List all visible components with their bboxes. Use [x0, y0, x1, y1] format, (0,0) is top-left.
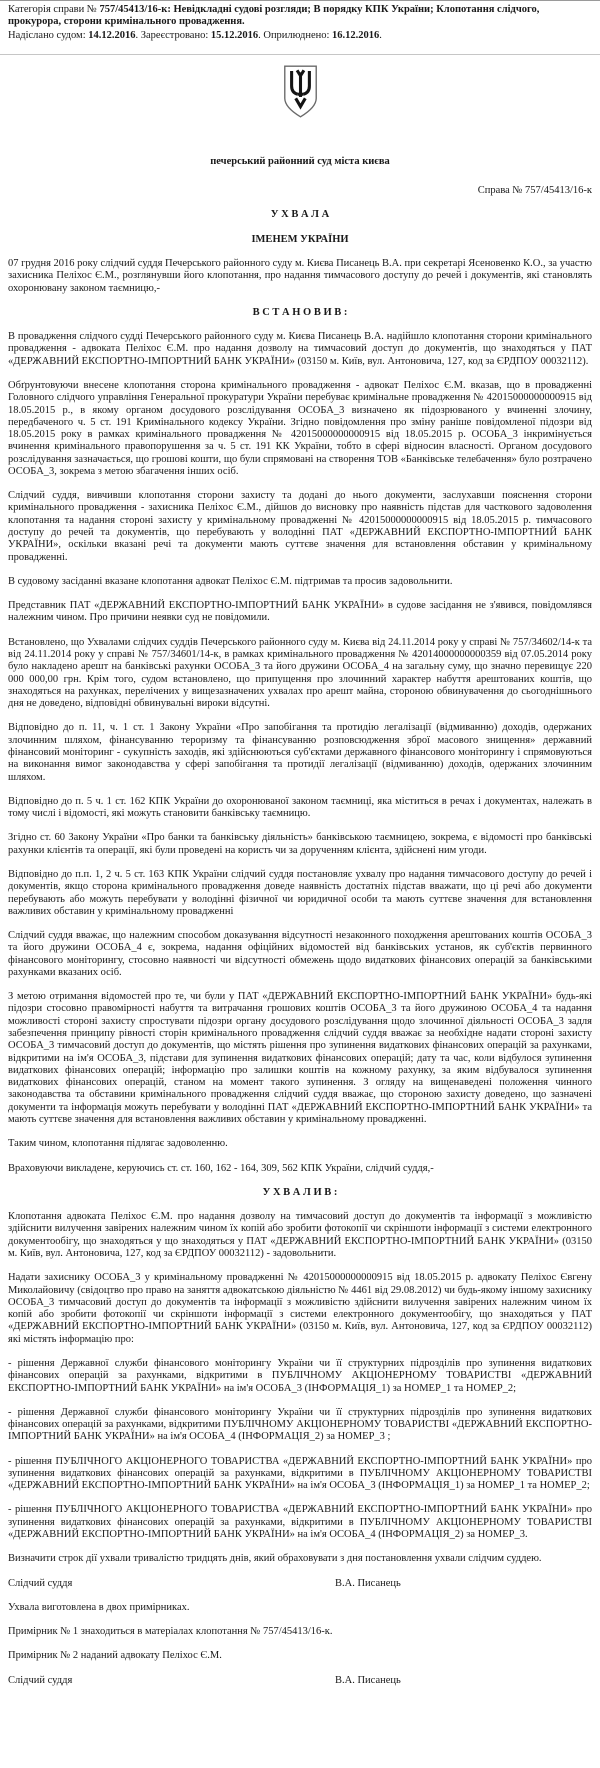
trailing-dot: . [379, 29, 382, 41]
document-meta-header [0, 1, 600, 42]
paragraph: Відповідно до п. 11, ч. 1 ст. 1 Закону України «Про запобігання та протидію легалізації (відмиванню) доходів, одержаних злочинним шляхом, фінансуванню тероризму та фінансуванню розповсюдження зброї масового знищення» державний фінансовий моніторинг - сукупність заходів, які здійснюються суб'єктами державного фінансового моніторингу і спрямовуються на виконання вимог законодавства у сфері запобігання та протидії легалізації (відмиванню) доходів, одержаних злочинним шляхом. [8, 722, 592, 783]
judge-name: В.А. Писанець [335, 1674, 401, 1686]
paragraph: Згідно ст. 60 Закону України «Про банки та банківську діяльність» банківською таємницею, зокрема, є відомості про банківські рахунки клієнтів та операції, які були проведені на користь чи за дорученням клієнта, здійснені ним угоди. [8, 832, 592, 856]
copy2-note: Примірник № 2 наданий адвокату Пеліхос Є.М. [8, 1650, 222, 1662]
paragraph: Обґрунтовуючи внесене клопотання сторона кримінального провадження - адвокат Пеліхос Є.М. вказав, що в провадженні Головного слідчого управління Генеральної прокуратури України перебуває кримінальне провадження № 42015000000000915 від 18.05.2015 р., в якому органом досудового розслідування ОСОБА_3 визначено як підозрюваного у вчиненні злочину, передбаченого ч. 5 ст. 191 Кримінального кодексу України. Згідно повідомлення про зміну раніше повідомленої підозри від 18.05.2015 року в рамках кримінального провадження № 42015000000000915 від 18.05.2015 р. ОСОБА_3 інкримінується вчинення кримінального правопорушення за ч. 5 ст. 191 КК України, тобто в сфері відносин власності. Органом досудового розслідування зазначається, що грошові кошти, що були спрямовані на створення ТОВ «Банківське телебачення» було розтрачено ОСОБА_3, зокрема з метою збагачення інших осіб. [8, 379, 592, 477]
paragraph: Представник ПАТ «ДЕРЖАВНИЙ ЕКСПОРТНО-ІМПОРТНИЙ БАНК УКРАЇНИ» в судове засідання не з'явився, повідомлявся належним чином. Про причини неявки суд не повідомили. [8, 600, 592, 624]
established-heading: В С Т А Н О В И В : [252, 306, 348, 318]
sent-label: Надіслано судом: [8, 29, 86, 41]
judge-label: Слідчий суддя [8, 1577, 73, 1589]
copy1-note: Примірник № 1 знаходиться в матеріалах клопотання № 757/45413/16-к. [8, 1626, 333, 1638]
paragraph: Надати захиснику ОСОБА_3 у кримінальному провадженні № 42015000000000915 від 18.05.2015 р. адвокату Пеліхос Євгену Миколайовичу (свідоцтво про право на заняття адвокатською діяльністю № 4461 від 29.08.2012) чи будь-якому іншому захиснику ОСОБА_3 тимчасовий доступ до документів та інформації з можливістю здійснити вилучення завірених належним чином їх копій або зробити фотокопії чи скріншоти інформації з системи електронного документообігу, що знаходяться у ПАТ «ДЕРЖАВНИЙ ЕКСПОРТНО-ІМПОРТНИЙ БАНК УКРАЇНИ» (03150 м. Київ, вул. Антоновича, 127, код за ЄРДПОУ 00032112) які містять інформацію про: [8, 1272, 592, 1345]
resolved-section [8, 1211, 592, 1565]
paragraph: В судовому засіданні вказане клопотання адвокат Пеліхос Є.М. підтримав та просив задовольнити. [8, 575, 453, 587]
registered-label: . Зареєстровано: [135, 29, 209, 41]
paragraph: - рішення Державної служби фінансового моніторингу України чи її структурних підрозділів про зупинення видаткових фінансових операцій за рахунками, відкритими ПУБЛІЧНОМУ АКЦІОНЕРНОМУ ТОВАРИСТВІ «ДЕРЖАВНИЙ ЕКСПОРТНО-ІМПОРТНИЙ БАНК УКРАЇНИ» на ім'я ОСОБА_4 (ІНФОРМАЦІЯ_2) за НОМЕР_3 ; [8, 1406, 592, 1443]
decision-title: У Х В А Л А [270, 209, 330, 221]
judge-label: Слідчий суддя [8, 1674, 73, 1686]
category-label: Категорія справи № [8, 4, 97, 15]
paragraph: Враховуючи викладене, керуючись ст. ст. 160, 162 - 164, 309, 562 КПК України, слідчий суддя,- [8, 1162, 434, 1174]
category-line [8, 4, 592, 29]
paragraph: Відповідно до п. 5 ч. 1 ст. 162 КПК України до охоронюваної законом таємниці, яка міститься в речах і документах, належать в тому числі і відомості, які можуть становити банківську таємницю. [8, 795, 592, 820]
sent-date: 14.12.2016 [88, 29, 136, 41]
paragraph: Слідчий суддя, вивчивши клопотання сторони захисту та додані до нього документи, заслухавши пояснення сторони кримінального провадження - захисника Пеліхос Є.М., дійшов до висновку про наявність підстав для часткового задоволення клопотання та надання стороні захисту у кримінальному провадженні № 42015000000000915 від 18.05.2015 р. тимчасового доступу до речей та документів, що перебувають у володінні ПАТ «ДЕРЖАВНИЙ ЕКСПОРТНО-ІМПОРТНИЙ БАНК УКРАЇНИ», оскільки вказані речі та документи мають суттєве значення для встановлення обставин у кримінальному провадженні. [8, 490, 592, 563]
signature-row [8, 1675, 592, 1687]
paragraph: Відповідно до п.п. 1, 2 ч. 5 ст. 163 КПК України слідчий суддя постановляє ухвалу про надання тимчасового доступу до речей і документів, якщо сторона кримінального провадження доведе наявність достатніх підстав вважати, що ці речі або документи перебувають або можуть перебувати у володінні фізичної чи юридичної особи та мають суттєве значення для встановлення важливих обставин у кримінальному провадженні [8, 868, 592, 917]
coat-of-arms [0, 64, 600, 120]
paragraph: - рішення ПУБЛІЧНОГО АКЦІОНЕРНОГО ТОВАРИСТВА «ДЕРЖАВНИЙ ЕКСПОРТНО-ІМПОРТНИЙ БАНК УКРАЇНИ» про зупинення видаткових фінансових операцій за рахунками, відкритими в ПУБЛІЧНОМУ АКЦІОНЕРНОМУ ТОВАРИСТВІ «ДЕРЖАВНИЙ ЕКСПОРТНО-ІМПОРТНИЙ БАНК УКРАЇНИ» на ім'я ОСОБА_3 (ІНФОРМАЦІЯ_1) за НОМЕР_1 та НОМЕР_2; [8, 1455, 592, 1492]
judge-name: В.А. Писанець [335, 1577, 401, 1589]
published-date: 16.12.2016 [332, 29, 380, 41]
paragraph: В провадження слідчого судді Печерського районного суду м. Києва Писанець В.А. надійшло клопотання сторони кримінального провадження - адвоката Пеліхос Є.М. про надання дозволу на тимчасовий доступ до документів, що знаходяться у ПАТ «ДЕРЖАВНИЙ ЕКСПОРТНО-ІМПОРТНИЙ БАНК УКРАЇНИ» (03150 м. Київ, вул. Антоновича, 127, код за ЄРДПОУ 00032112). [8, 331, 592, 367]
signature-row [8, 1578, 592, 1590]
established-section [8, 331, 592, 1175]
dates-line [8, 30, 592, 42]
paragraph: З метою отримання відомостей про те, чи були у ПАТ «ДЕРЖАВНИЙ ЕКСПОРТНО-ІМПОРТНИЙ БАНК УКРАЇНИ» будь-які підозри стосовно правомірності набуття та витрачання грошових коштів ОСОБА_3 та його дружиною ОСОБА_4 та надання можливості стороні захисту спростувати підозри органу досудового розслідування щодо злочинної діяльності ОСОБА_3 задля забезпечення принципу рівності сторін кримінального провадження слідчий суддя вважає за необхідне надати стороні захисту ОСОБА_3 тимчасовий доступ до документів, що містять рішення про зупинення видаткових фінансових операцій за рахунками, відкритими на ім'я ОСОБА_3, підстави для зупинення видаткових фінансових операцій; дату та час, коли відбулося зупинення видаткових фінансових операцій; інформацію про залишки коштів на кожному рахунку, за яким відбувалося зупинення видаткових фінансових операцій, станом на момент такого зупинення. З огляду на вищенаведені положення чинного законодавства та обставини кримінального провадження слідчий суддя вважає, що стороною захисту доведено, що зазначені документи та інформація можуть перебувати у володінні ПАТ «ДЕРЖАВНИЙ ЕКСПОРТНО-ІМПОРТНИЙ БАНК УКРАЇНИ» та мають суттєве значення для встановлення важливих обставин у кримінальному провадженні. [8, 991, 592, 1125]
category-value: 757/45413/16-к: Невідкладні судові розгляди; В порядку КПК України; Клопотання слідчого, прокурора, сторони кримінального провадження. [8, 4, 540, 28]
paragraph: Визначити строк дії ухвали тривалістю тридцять днів, який обраховувати з дня постановлення ухвали слідчим суддею. [8, 1553, 542, 1565]
registered-date: 15.12.2016 [210, 29, 259, 41]
decision-subtitle: ІМЕНЕМ УКРАЇНИ [251, 233, 349, 245]
paragraph: Встановлено, що Ухвалами слідчих суддів Печерського районного суду м. Києва від 24.11.2014 року у справі № 757/34602/14-к та від 24.11.2014 року у справі № 757/34601/14-к, в рамках кримінального провадження № 42014000000000359 від 07.05.2014 року було накладено арешт на банківські рахунки ОСОБА_3 та його дружини ОСОБА_4 на загальну суму, що значно перевищує 220 000 000,00 грн. Крім того, судом встановлено, що припущення про злочинний характер набуття арештованих коштів, що знаходяться на рахунках, перелічених у вищезазначених ухвалах про арешт майна, стороною обвинувачення до сьогоднішнього дня не доведено, відповідні обвинувальні вироки відсутні. [8, 636, 592, 710]
ukraine-trident-emblem [280, 64, 321, 119]
copies-note: Ухвала виготовлена в двох примірниках. [8, 1601, 190, 1613]
intro-paragraph: 07 грудня 2016 року слідчий суддя Печерського районного суду м. Києва Писанець В.А. при секретарі Ясеновенко К.О., за участю захисника Пеліхос Є.М., розглянувши його клопотання, про надання тимчасового доступу до речей і документів, які становлять охоронювану законом таємницю,- [8, 257, 592, 294]
paragraph: Таким чином, клопотання підлягає задоволенню. [8, 1138, 228, 1150]
paragraph: Клопотання адвоката Пеліхос Є.М. про надання дозволу на тимчасовий доступ до документів та інформації з можливістю здійснити вилучення завірених належним чином їх копій або зробити фотокопії чи скріншоти інформації з системи електронного документообігу, що знаходяться у що знаходяться у ПАТ «ДЕРЖАВНИЙ ЕКСПОРТНО-ІМПОРТНИЙ БАНК УКРАЇНИ» (03150 м. Київ, вул. Антоновича, 127, код за ЄРДПОУ 00032112) - задовольнити. [8, 1211, 592, 1259]
court-name: печерський районний суд міста києва [210, 155, 390, 167]
paragraph: Слідчий суддя вважає, що належним способом доказування відсутності незаконного походження арештованих коштів ОСОБА_3 та його дружини ОСОБА_4 є, зокрема, надання офіційних відомостей від банківських установ, як суб'єктів первинного фінансового моніторингу, стосовно наявності чи відсутності обмежень щодо видаткових фінансових операцій за банківськими рахунками вказаних осіб. [8, 930, 592, 978]
published-label: . Оприлюднено: [258, 29, 330, 41]
paragraph: - рішення Державної служби фінансового моніторингу України чи її структурних підрозділів про зупинення видаткових фінансових операцій за рахунками, відкритими в ПУБЛІЧНОМУ АКЦІОНЕРНОМУ ТОВАРИСТВІ «ДЕРЖАВНИЙ ЕКСПОРТНО-ІМПОРТНИЙ БАНК УКРАЇНИ» на ім'я ОСОБА_3 (ІНФОРМАЦІЯ_1) за НОМЕР_1 та НОМЕР_2; [8, 1357, 592, 1394]
case-number: Справа № 757/45413/16-к [477, 185, 592, 197]
paragraph: - рішення ПУБЛІЧНОГО АКЦІОНЕРНОГО ТОВАРИСТВА «ДЕРЖАВНИЙ ЕКСПОРТНО-ІМПОРТНИЙ БАНК УКРАЇНИ» про зупинення видаткових фінансових операцій за рахунками, відкритими в ПУБЛІЧНОМУ АКЦІОНЕРНОМУ ТОВАРИСТВІ «ДЕРЖАВНИЙ ЕКСПОРТНО-ІМПОРТНИЙ БАНК УКРАЇНИ» на ім'я ОСОБА_4 (ІНФОРМАЦІЯ_2) за НОМЕР_3. [8, 1504, 592, 1541]
header-divider [0, 54, 600, 55]
resolved-heading: У Х В А Л И В : [262, 1186, 338, 1198]
